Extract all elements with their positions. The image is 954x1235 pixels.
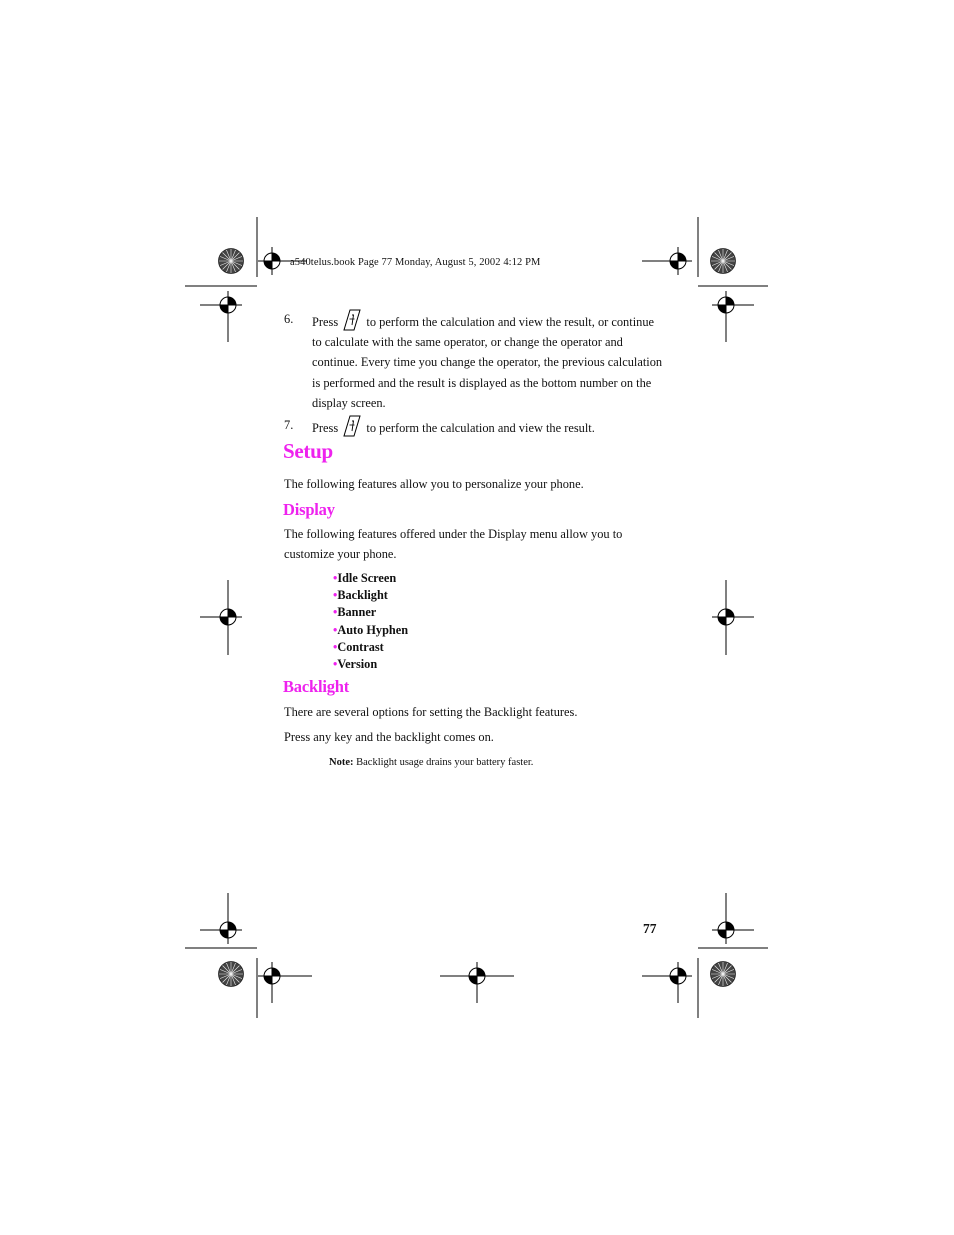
starburst-mark-top-left [219, 249, 244, 274]
step-description: to perform the calculation and view the result, or continue to calculate with the same operator, or change the operator and continue. Every time you change the operator, the previous calculation is performed and the result is displayed as the bottom number on the display screen. [312, 315, 663, 410]
starburst-mark-top-right [711, 249, 736, 274]
step-7 [284, 415, 664, 437]
note [329, 757, 533, 768]
subsection-heading-backlight: Backlight [283, 677, 350, 696]
list-item: •Backlight [333, 588, 388, 603]
bullet-icon: • [333, 657, 338, 672]
display-intro: The following features offered under the Display menu allow you to customize your phone. [284, 527, 623, 562]
bullet-icon: • [333, 588, 338, 603]
display-feature-list [333, 570, 408, 673]
step-text [312, 309, 664, 413]
step-text [312, 415, 664, 438]
step-number: 7. [284, 418, 294, 432]
starburst-mark-bottom-right [711, 962, 736, 987]
phone-key-icon [343, 309, 361, 331]
list-item: •Version [333, 657, 378, 672]
starburst-mark-bottom-left [219, 962, 244, 987]
bullet-icon: • [333, 571, 338, 585]
setup-intro: The following features allow you to personalize your phone. [284, 477, 584, 491]
page-number: 77 [643, 921, 657, 936]
phone-key-icon [343, 415, 361, 437]
step-number: 6. [284, 312, 294, 326]
list-item: •Idle Screen [333, 571, 397, 585]
section-heading-setup: Setup [283, 439, 333, 463]
bullet-icon: • [333, 605, 338, 620]
step-press-word: Press [312, 421, 339, 435]
note-label: Note: [329, 757, 354, 768]
list-item: •Banner [333, 605, 377, 620]
slug-line: a540telus.book Page 77 Monday, August 5, 2002 4:12 PM [290, 257, 541, 268]
backlight-para-press: Press any key and the backlight comes on. [284, 730, 494, 744]
note-text: Backlight usage drains your battery faster. [356, 757, 534, 768]
subsection-heading-display: Display [283, 500, 335, 519]
bullet-icon: • [333, 622, 338, 637]
bullet-icon: • [333, 639, 338, 654]
step-6 [284, 309, 664, 411]
backlight-para-options: There are several options for setting the Backlight features. [284, 705, 578, 719]
list-item: •Contrast [333, 639, 384, 654]
list-item: •Auto Hyphen [333, 622, 409, 637]
step-press-word: Press [312, 315, 339, 329]
step-description: to perform the calculation and view the result. [366, 421, 595, 435]
